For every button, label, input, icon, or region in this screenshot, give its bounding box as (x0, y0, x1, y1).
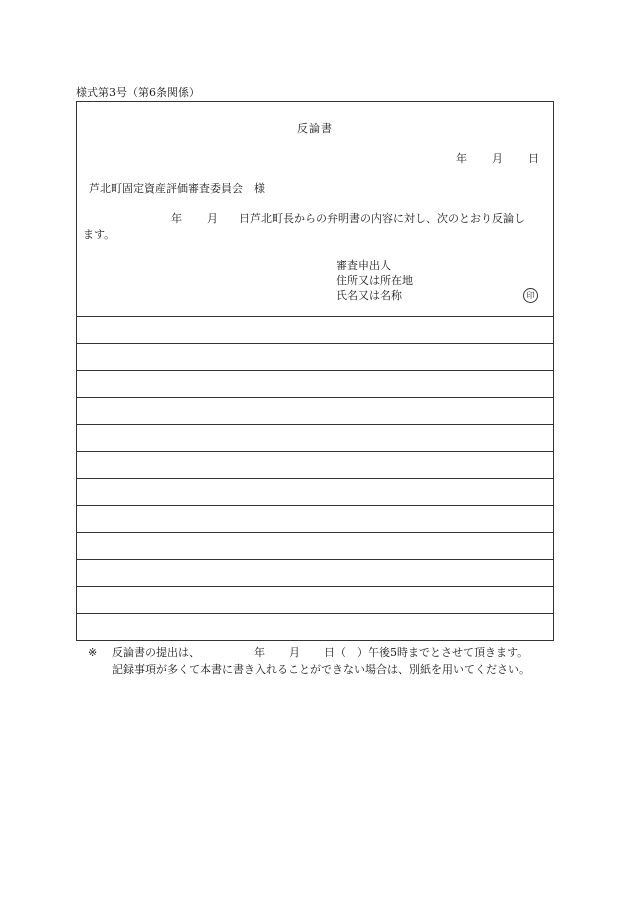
objection-form (76, 101, 554, 641)
ruled-writing-area (77, 316, 553, 640)
notes (88, 644, 548, 678)
date-day-label: 日 (528, 152, 539, 165)
ruled-line[interactable] (77, 316, 553, 343)
ruled-line[interactable] (77, 613, 553, 640)
note-separate-sheet: 記録事項が多くて本書に書き入れることができない場合は、別紙を用いてください。 (112, 663, 530, 676)
body-paragraph (83, 211, 545, 241)
form-number: 様式第3号（第6条関係） (76, 86, 200, 99)
ruled-line[interactable] (77, 370, 553, 397)
ruled-line[interactable] (77, 559, 553, 586)
ruled-line[interactable] (77, 397, 553, 424)
note-deadline-rest: 日（ ）午後5時までとさせて頂きます。 (324, 646, 529, 659)
ruled-line[interactable] (77, 505, 553, 532)
body-month-label: 月 (207, 212, 218, 225)
applicant-name-label: 氏名又は名称 (336, 289, 402, 302)
ruled-line[interactable] (77, 478, 553, 505)
seal-icon: 印 (523, 288, 538, 303)
addressee: 芦北町固定資産評価審査委員会 様 (89, 182, 265, 195)
ruled-line[interactable] (77, 343, 553, 370)
body-text-line2: ます。 (83, 228, 116, 241)
date-month-label: 月 (492, 152, 503, 165)
applicant-block (336, 258, 413, 303)
applicant-heading: 審査申出人 (336, 259, 391, 272)
ruled-line[interactable] (77, 532, 553, 559)
note-deadline (88, 644, 548, 661)
form-title: 反論書 (297, 122, 333, 135)
applicant-address-label: 住所又は所在地 (336, 274, 413, 287)
date-year-label: 年 (456, 152, 467, 165)
note-mark: ※ (88, 646, 98, 659)
body-text-line1: 日芦北町長からの弁明書の内容に対し、次のとおり反論し (239, 212, 525, 225)
body-year-label: 年 (171, 212, 182, 225)
note-year-label: 年 (254, 646, 265, 659)
note-deadline-text: 反論書の提出は、 (112, 646, 200, 659)
ruled-line[interactable] (77, 424, 553, 451)
note-month-label: 月 (289, 646, 300, 659)
ruled-line[interactable] (77, 451, 553, 478)
ruled-line[interactable] (77, 586, 553, 613)
